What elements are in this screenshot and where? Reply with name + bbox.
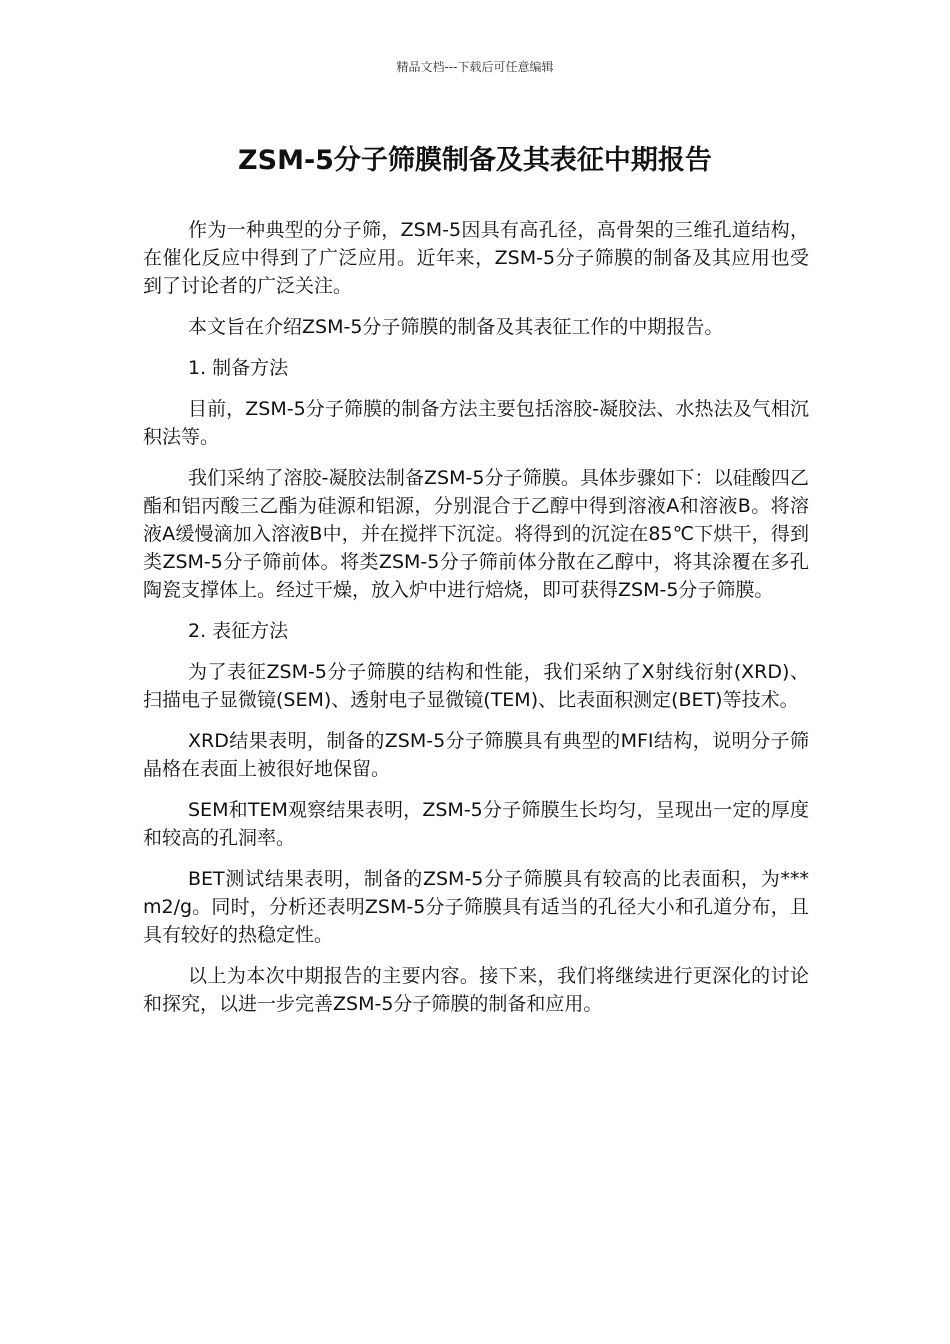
paragraph-conclusion: 以上为本次中期报告的主要内容。接下来，我们将继续进行更深化的讨论和探究，以进一步完善ZSM-5分子筛膜的制备和应用。	[143, 965, 809, 1015]
paragraph-methods-overview: 目前，ZSM-5分子筛膜的制备方法主要包括溶胶-凝胶法、水热法及气相沉积法等。	[143, 398, 809, 448]
document-body	[143, 216, 809, 1031]
section-heading-characterization: 2. 表征方法	[188, 620, 289, 642]
paragraph-xrd-results: XRD结果表明，制备的ZSM-5分子筛膜具有典型的MFI结构，说明分子筛晶格在表面上被很好地保留。	[143, 730, 809, 780]
paragraph-procedure: 我们采纳了溶胶-凝胶法制备ZSM-5分子筛膜。具体步骤如下：以硅酸四乙酯和铝丙酸三乙酯为硅源和铝源，分别混合于乙醇中得到溶液A和溶液B。将溶液A缓慢滴加入溶液B中，并在搅拌下沉淀。将得到的沉淀在85℃下烘干，得到类ZSM-5分子筛前体。将类ZSM-5分子筛前体分散在乙醇中，将其涂覆在多孔陶瓷支撑体上。经过干燥，放入炉中进行焙烧，即可获得ZSM-5分子筛膜。	[143, 467, 809, 601]
paragraph-bet-results: BET测试结果表明，制备的ZSM-5分子筛膜具有较高的比表面积，为*** m2/g。同时，分析还表明ZSM-5分子筛膜具有适当的孔径大小和孔道分布，且具有较好的热稳定性。	[143, 868, 809, 946]
paragraph-purpose: 本文旨在介绍ZSM-5分子筛膜的制备及其表征工作的中期报告。	[188, 316, 724, 338]
document-title: ZSM-5分子筛膜制备及其表征中期报告	[238, 145, 712, 176]
paragraph-intro: 作为一种典型的分子筛，ZSM-5因具有高孔径，高骨架的三维孔道结构，在催化反应中得到了广泛应用。近年来，ZSM-5分子筛膜的制备及其应用也受到了讨论者的广泛关注。	[143, 219, 809, 297]
paragraph-sem-tem-results: SEM和TEM观察结果表明，ZSM-5分子筛膜生长均匀，呈现出一定的厚度和较高的孔洞率。	[143, 799, 809, 849]
header-note: 精品文档---下载后可任意编辑	[396, 60, 554, 74]
paragraph-characterization-techniques: 为了表征ZSM-5分子筛膜的结构和性能，我们采纳了X射线衍射(XRD)、扫描电子显微镜(SEM)、透射电子显微镜(TEM)、比表面积测定(BET)等技术。	[143, 661, 809, 711]
section-heading-preparation: 1. 制备方法	[188, 357, 289, 379]
